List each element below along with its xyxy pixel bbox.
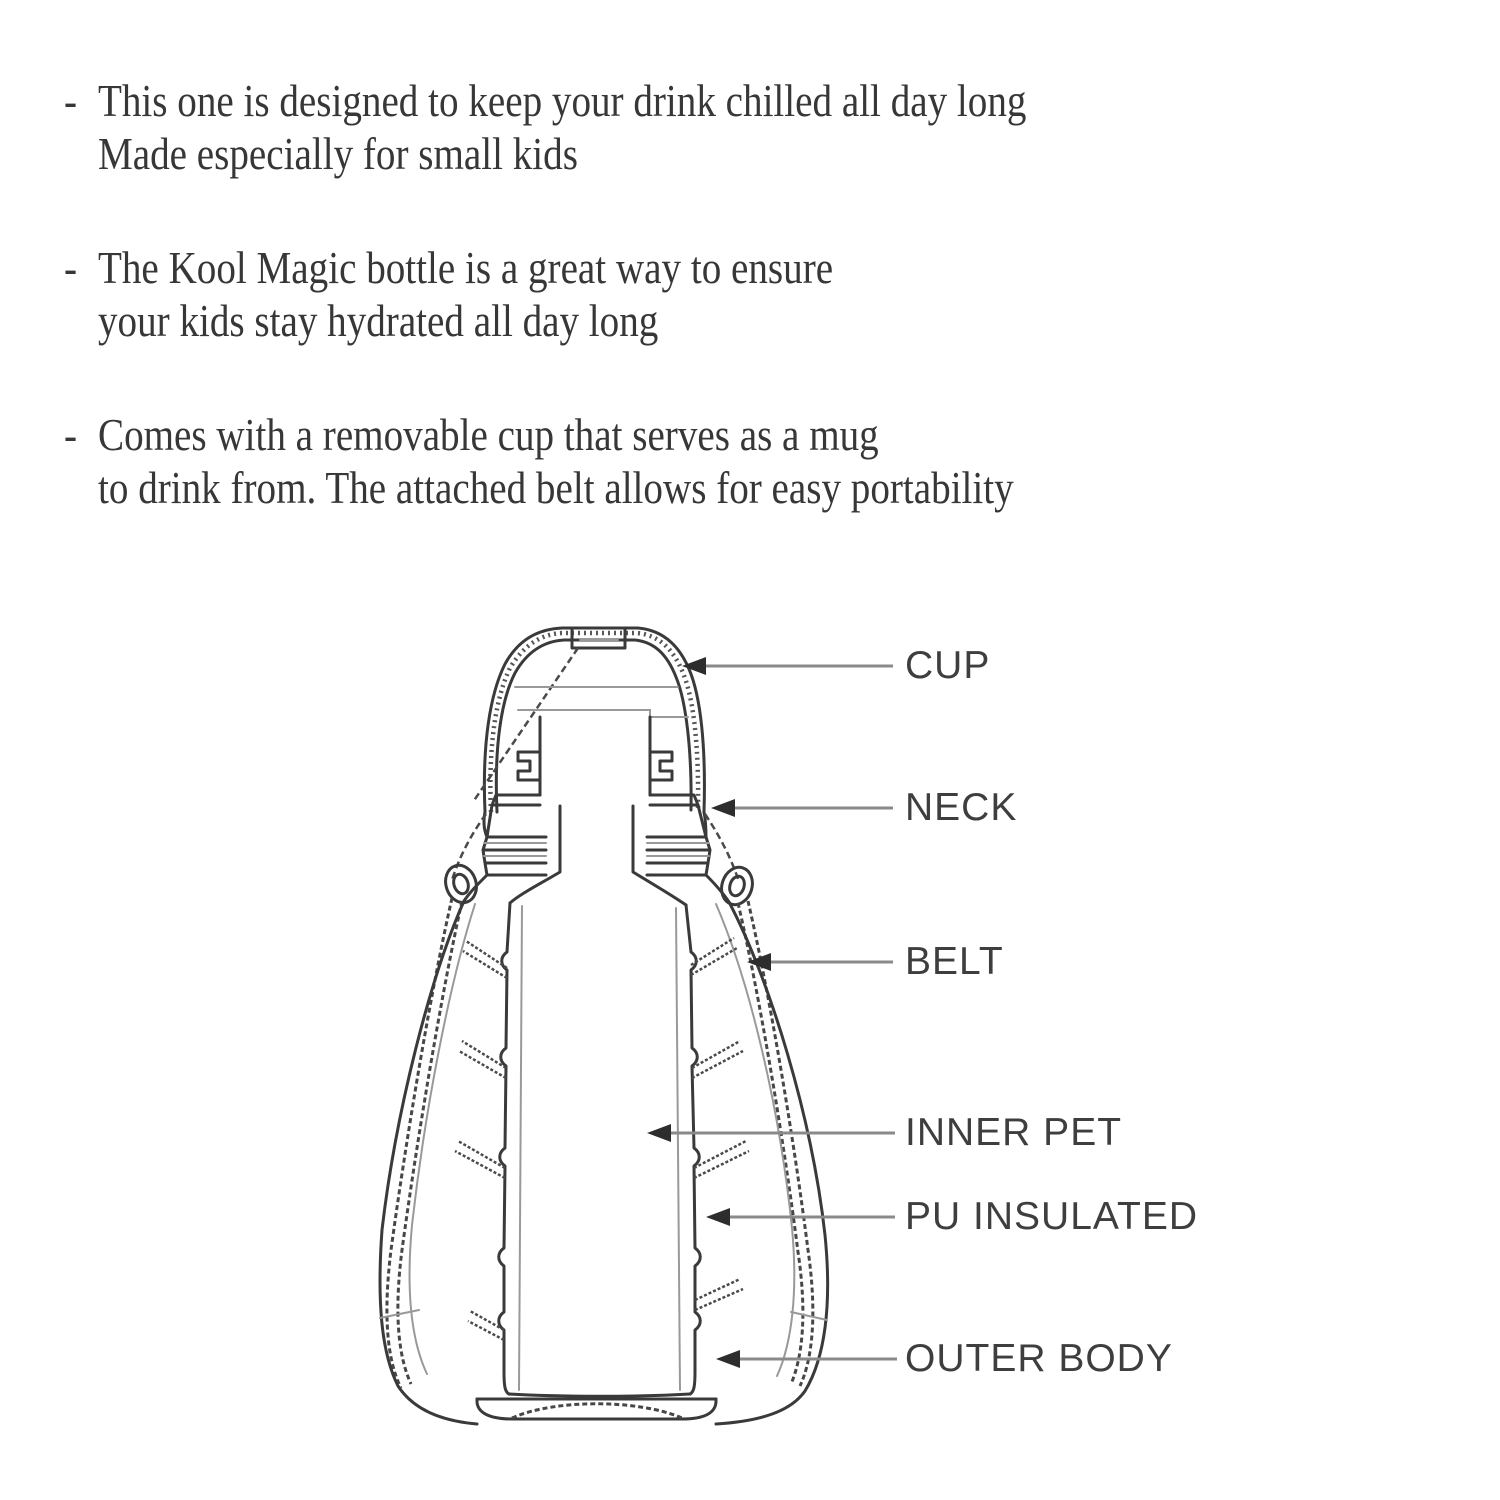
- belt-rings: [441, 861, 757, 908]
- bullet-dash: -: [64, 75, 78, 126]
- bullet-line: your kids stay hydrated all day long: [98, 295, 659, 346]
- bullet-line: The Kool Magic bottle is a great way to ensure: [98, 242, 834, 293]
- pu-insulated-arrow: [706, 1208, 895, 1226]
- inner-pet-outline: [499, 903, 701, 1396]
- label-outer-body: OUTER BODY: [905, 1337, 1173, 1380]
- mouth-and-threads: [492, 717, 698, 805]
- label-pu-insulated: PU INSULATED: [905, 1195, 1198, 1238]
- bullet-dash: -: [64, 409, 78, 460]
- label-neck: NECK: [905, 786, 1018, 829]
- label-belt: BELT: [905, 940, 1004, 983]
- bullet-line: This one is designed to keep your drink chilled all day long: [98, 75, 1027, 126]
- bullet-line: to drink from. The attached belt allows for easy portability: [98, 462, 1014, 513]
- outer-body-outline: [380, 901, 828, 1424]
- belt-straps: [387, 898, 813, 1388]
- bullet-dash: -: [64, 242, 78, 293]
- cup-arrow: [682, 657, 893, 675]
- pu-insulation-hatching: [455, 938, 749, 1340]
- neck-arrow: [711, 799, 893, 817]
- label-cup: CUP: [905, 644, 991, 687]
- inner-pet-arrow: [647, 1124, 895, 1142]
- cup-outline: [473, 628, 704, 812]
- neck-outline: [452, 805, 739, 905]
- label-inner-pet: INNER PET: [905, 1111, 1123, 1154]
- bullet-line: Comes with a removable cup that serves as a mug: [98, 409, 879, 460]
- outer-body-arrow: [716, 1350, 897, 1368]
- bullet-line: Made especially for small kids: [98, 128, 578, 179]
- belt-arrow: [747, 953, 893, 971]
